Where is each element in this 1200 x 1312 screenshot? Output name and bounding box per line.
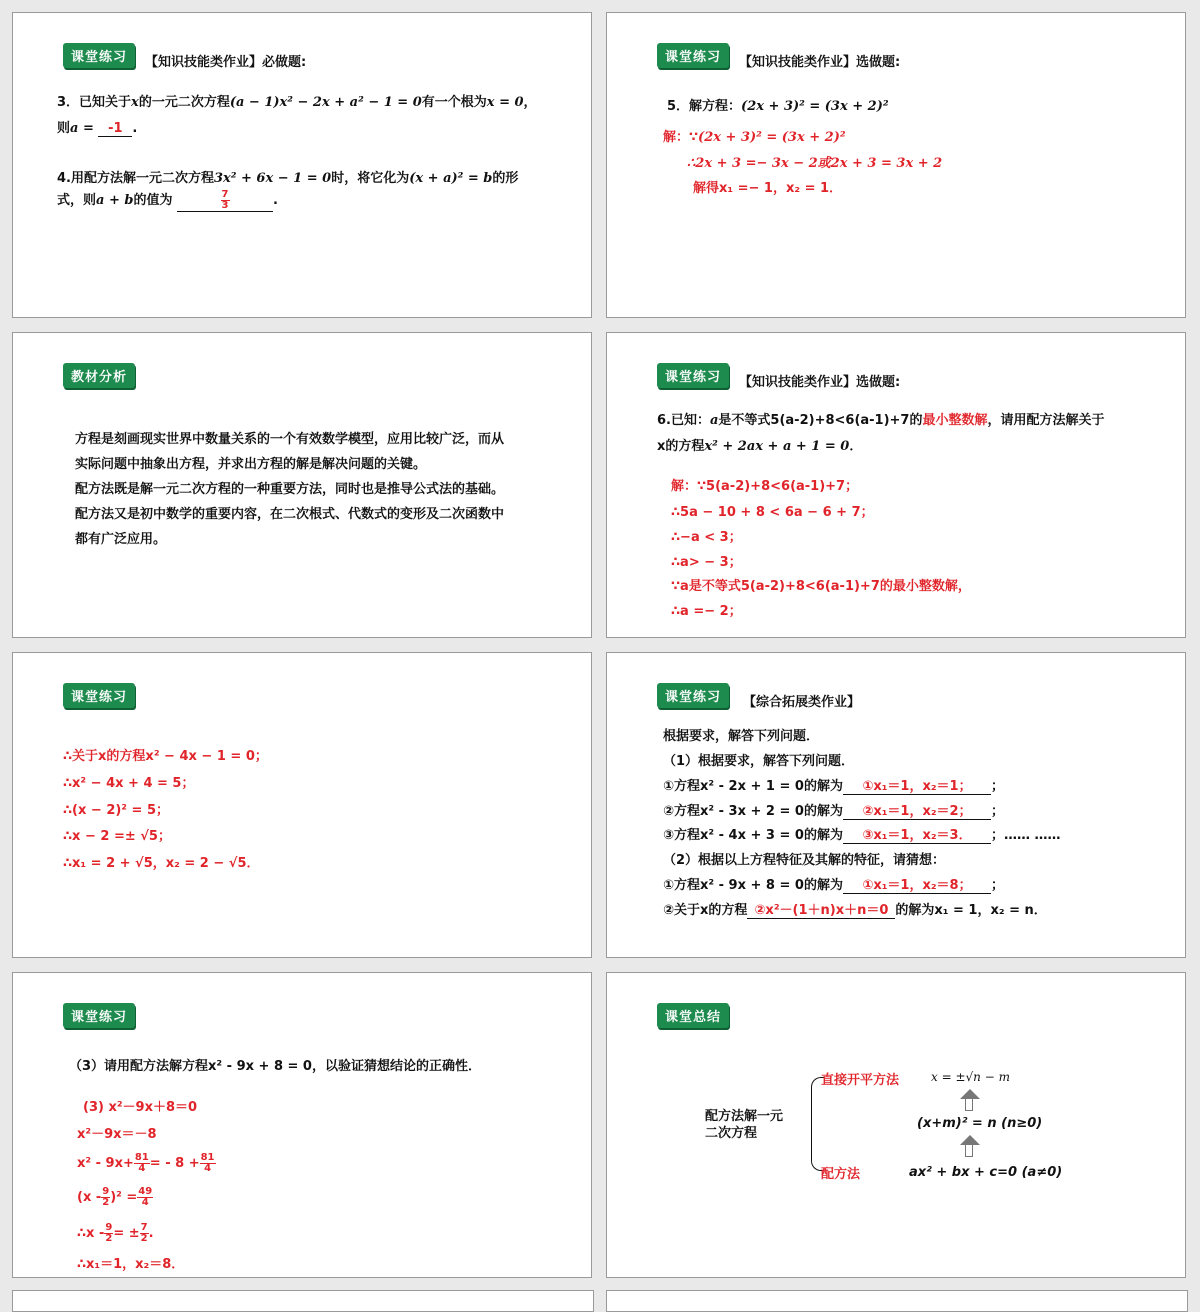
row-4: ①方程x² - 9x + 8 = 0的解为 ①x₁＝1，x₂＝8； ； (663, 874, 1004, 894)
summary-center-line-1: 配方法解一元 (705, 1109, 784, 1124)
solution-line-3: ∴(x − 2)² = 5； (63, 803, 169, 818)
solution-line-2: ∴5a − 10 + 8 < 6a − 6 + 7； (671, 505, 874, 520)
row-3: ③方程x² - 4x + 3 = 0的解为 ③x₁＝1，x₂＝3． ；…… …… (663, 824, 1060, 844)
solution-line-1: ∴关于x的方程x² − 4x − 1 = 0； (63, 749, 268, 764)
question-6-line-2: x的方程x² + 2ax + a + 1 = 0． (657, 439, 863, 454)
summary-brace (811, 1077, 824, 1171)
solution-line-4: (x - $\frac{9}{2}$ )² = $\frac{49}{4}$ (77, 1186, 153, 1208)
section-badge: 课堂练习 (657, 363, 729, 388)
row-1: ①方程x² - 2x + 1 = 0的解为 ①x₁＝1，x₂＝1； ； (663, 775, 1004, 795)
formula-general-form: ax² + bx + c=0 (a≠0) (909, 1165, 1063, 1180)
slide-7 (12, 972, 592, 1278)
section-badge: 课堂练习 (657, 43, 729, 68)
intro-text: 根据要求，解答下列问题． (663, 729, 820, 744)
formula-solution: x = ±√n − m (931, 1070, 1010, 1084)
section-tag: 【综合拓展类作业】 (743, 695, 861, 710)
section-badge: 课堂总结 (657, 1003, 729, 1028)
solution-line-5: ∵a是不等式5(a-2)+8<6(a-1)+7的最小整数解， (671, 579, 971, 594)
solution-line-4: ∴x − 2 =± √5； (63, 829, 171, 844)
slide-3 (12, 332, 592, 638)
slide-4 (606, 332, 1186, 638)
solution-line-2: ∴x² − 4x + 4 = 5； (63, 776, 195, 791)
solution-line-6: ∴a =− 2； (671, 604, 742, 619)
part-2-heading: （2）根据以上方程特征及其解的特征，请猜想： (663, 853, 946, 868)
solution-line-6: ∴x₁＝1，x₂＝8． (77, 1257, 185, 1272)
method-completing-square: 配方法 (821, 1167, 861, 1182)
solution-line-5: ∴x - $\frac{9}{2}$ = ± $\frac{7}{2}$ . (77, 1222, 154, 1244)
solution-line-1: (3) x²－9x＋8＝0 (83, 1100, 198, 1115)
row-5: ②关于x的方程 ②x²－(1＋n)x＋n＝0 的解为x₁ = 1，x₂ = n． (663, 899, 1047, 919)
slide-8 (606, 972, 1186, 1278)
question-4-line-2: 式，则a + b的值为 $\frac{7}{3}$ . (57, 189, 278, 211)
solution-line-4: ∴a> − 3； (671, 555, 742, 570)
section-badge: 课堂练习 (63, 1003, 135, 1028)
up-arrow-icon (962, 1135, 978, 1157)
analysis-paragraph-2: 配方法既是解一元二次方程的一种重要方法，同时也是推导公式法的基础。配方法又是初中数学的重要内容，在二次根式、代数式的变形及二次函数中都有广泛应用。 (75, 482, 505, 547)
solution-line-2: ∴2x + 3 =− 3x − 2或2x + 3 = 3x + 2 (687, 156, 943, 171)
question-6-line-1: 6.已知：a是不等式5(a-2)+8<6(a-1)+7的最小整数解，请用配方法解关于 (657, 413, 1105, 428)
solution-line-2: x²－9x＝－8 (77, 1127, 157, 1142)
formula-square-form: (x+m)² = n (n≥0) (917, 1116, 1043, 1131)
solution-line-3: x² - 9x+ $\frac{81}{4}$ = - 8 + $\frac{81}{4}$ (77, 1152, 215, 1174)
analysis-paragraph-1: 方程是刻画现实世界中数量关系的一个有效数学模型，应用比较广泛，而从实际问题中抽象出方程，并求出方程的解是解决问题的关键。 (75, 432, 505, 472)
solution-line-3: ∴−a < 3； (671, 530, 742, 545)
section-tag: 【知识技能类作业】选做题: (739, 375, 901, 390)
part-1-heading: （1）根据要求，解答下列问题． (663, 754, 855, 769)
solution-line-3: 解得x₁ =− 1，x₂ = 1． (693, 181, 843, 196)
question-4-answer: $\frac{7}{3}$ (221, 189, 229, 211)
next-slide-edge (12, 1290, 594, 1312)
question-3-line-1: 3．已知关于x的一元二次方程(a − 1)x² − 2x + a² − 1 = 0有一个根为x = 0， (57, 95, 537, 110)
solution-line-5: ∴x₁ = 2 + √5，x₂ = 2 − √5． (63, 856, 260, 871)
row-2: ②方程x² - 3x + 2 = 0的解为 ②x₁＝1，x₂＝2； ； (663, 800, 1004, 820)
up-arrow-icon (962, 1089, 978, 1111)
section-badge: 教材分析 (63, 363, 135, 388)
question-3-answer: -1 (108, 121, 123, 136)
section-tag: 【知识技能类作业】选做题: (739, 55, 901, 70)
section-badge: 课堂练习 (63, 683, 135, 708)
slide-5 (12, 652, 592, 958)
method-direct-sqrt: 直接开平方法 (821, 1073, 900, 1088)
question-5: 5．解方程：(2x + 3)² = (3x + 2)² (667, 99, 889, 114)
summary-center-line-2: 二次方程 (705, 1126, 758, 1141)
question-3: （3）请用配方法解方程x² - 9x + 8 = 0，以验证猜想结论的正确性． (69, 1059, 481, 1074)
section-tag: 【知识技能类作业】必做题: (145, 55, 307, 70)
slide-6 (606, 652, 1186, 958)
section-badge: 课堂练习 (657, 683, 729, 708)
solution-line-1: 解：∵(2x + 3)² = (3x + 2)² (663, 130, 846, 145)
slide-2 (606, 12, 1186, 318)
analysis-text (75, 427, 515, 552)
slide-1 (12, 12, 592, 318)
next-slide-edge (606, 1290, 1188, 1312)
solution-line-1: 解：∵5(a-2)+8<6(a-1)+7； (671, 479, 859, 494)
question-4-line-1: 4.用配方法解一元二次方程3x² + 6x − 1 = 0时，将它化为(x + a)² = b的形 (57, 171, 519, 186)
section-badge: 课堂练习 (63, 43, 135, 68)
question-3-line-2: 则a = -1 . (57, 121, 138, 136)
